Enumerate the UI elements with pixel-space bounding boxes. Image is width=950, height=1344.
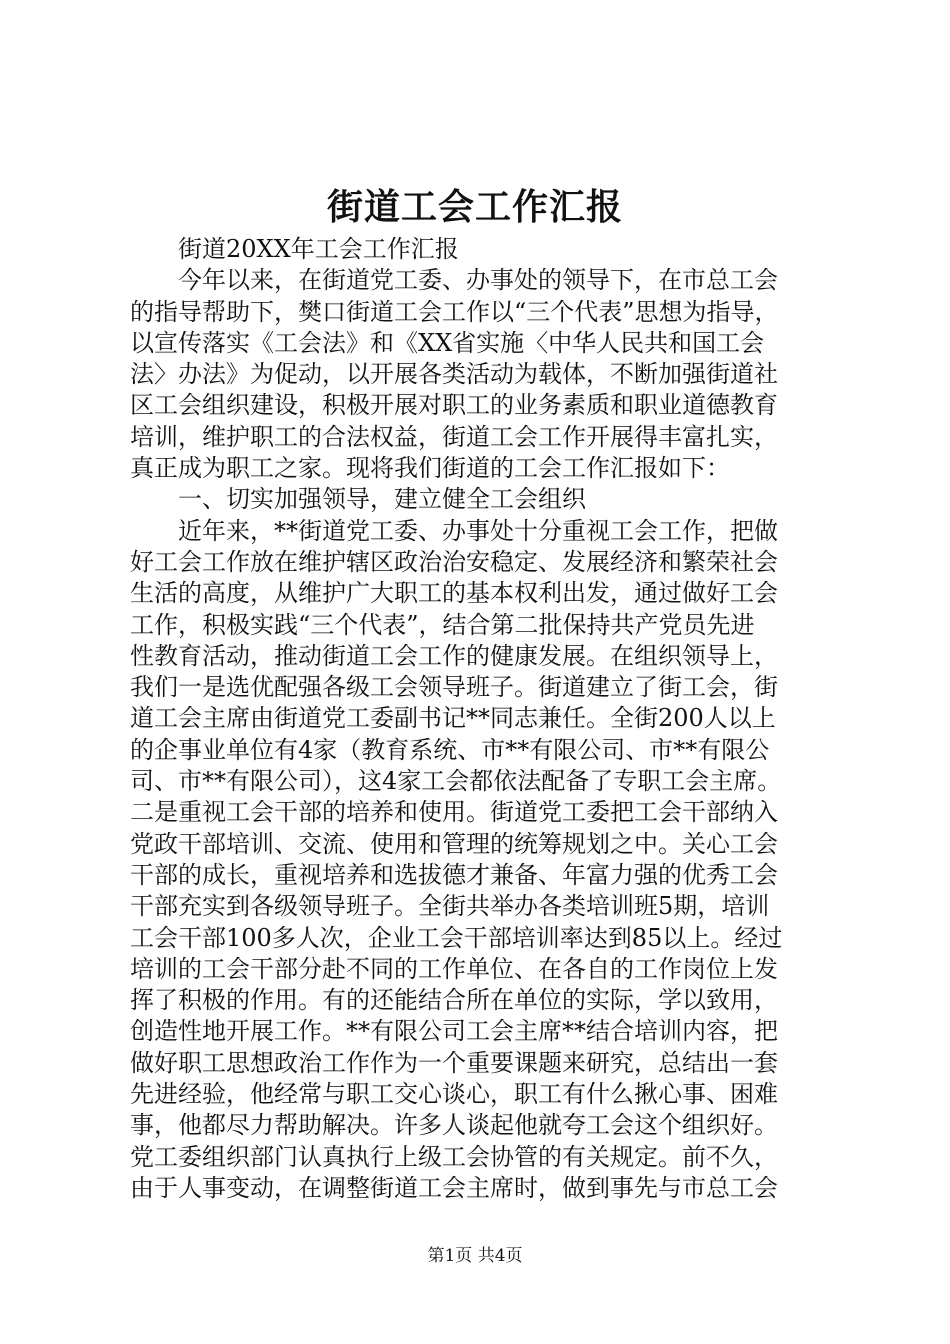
text-line: 真正成为职工之家。现将我们街道的工会工作汇报如下： <box>130 454 730 483</box>
text-line: 我们一是选优配强各级工会领导班子。街道建立了街工会，街 <box>130 673 778 702</box>
text-line: 性教育活动，推动街道工会工作的健康发展。在组织领导上， <box>130 641 778 670</box>
text-line: 街道20XX年工会工作汇报 <box>178 235 459 263</box>
text-line: 做好职工思想政治工作作为一个重要课题来研究，总结出一套 <box>130 1048 778 1077</box>
text-line: 干部的成长，重视培养和选拔德才兼备、年富力强的优秀工会 <box>130 860 778 889</box>
text-line: 工作，积极实践“三个代表”，结合第二批保持共产党员先进 <box>130 610 755 639</box>
text-line: 法〉办法》为促动，以开展各类活动为载体，不断加强街道社 <box>130 360 778 389</box>
text-line: 党工委组织部门认真执行上级工会协管的有关规定。前不久， <box>130 1142 778 1171</box>
text-line: 工会干部100多人次，企业工会干部培训率达到85以上。经过 <box>130 923 783 952</box>
text-line: 干部充实到各级领导班子。全街共举办各类培训班5期，培训 <box>130 892 770 921</box>
page-footer: 第1页 共4页 <box>427 1246 523 1266</box>
text-line: 司、市**有限公司），这4家工会都依法配备了专职工会主席。 <box>130 767 782 796</box>
text-line: 创造性地开展工作。**有限公司工会主席**结合培训内容，把 <box>130 1017 778 1046</box>
text-line: 培训的工会干部分赴不同的工作单位、在各自的工作岗位上发 <box>130 954 778 983</box>
text-line: 区工会组织建设，积极开展对职工的业务素质和职业道德教育 <box>130 391 778 420</box>
text-line: 由于人事变动，在调整街道工会主席时，做到事先与市总工会 <box>130 1173 778 1202</box>
text-line: 道工会主席由街道党工委副书记**同志兼任。全街200人以上 <box>130 704 776 733</box>
text-line: 党政干部培训、交流、使用和管理的统筹规划之中。关心工会 <box>130 829 778 858</box>
document-title: 街道工会工作汇报 <box>326 186 623 228</box>
text-line: 一、切实加强领导，建立健全工会组织 <box>178 485 586 514</box>
text-line: 今年以来，在街道党工委、办事处的领导下，在市总工会 <box>178 266 778 295</box>
text-line: 生活的高度，从维护广大职工的基本权利出发，通过做好工会 <box>130 579 778 608</box>
text-line: 的企事业单位有4家（教育系统、市**有限公司、市**有限公 <box>130 735 770 764</box>
text-line: 好工会工作放在维护辖区政治治安稳定、发展经济和繁荣社会 <box>130 547 778 576</box>
text-line: 先进经验，他经常与职工交心谈心，职工有什么揪心事、困难 <box>130 1080 778 1109</box>
document-body <box>130 234 830 1204</box>
text-line: 培训，维护职工的合法权益，街道工会工作开展得丰富扎实， <box>130 422 778 451</box>
text-line: 近年来，**街道党工委、办事处十分重视工会工作，把做 <box>178 516 778 545</box>
text-line: 事，他都尽力帮助解决。许多人谈起他就夸工会这个组织好。 <box>130 1111 778 1140</box>
text-line: 以宣传落实《工会法》和《XX省实施〈中华人民共和国工会 <box>130 328 765 357</box>
text-line: 二是重视工会干部的培养和使用。街道党工委把工会干部纳入 <box>130 798 778 827</box>
text-line: 的指导帮助下，樊口街道工会工作以“三个代表”思想为指导， <box>130 297 779 326</box>
text-line: 挥了积极的作用。有的还能结合所在单位的实际，学以致用， <box>130 986 778 1015</box>
